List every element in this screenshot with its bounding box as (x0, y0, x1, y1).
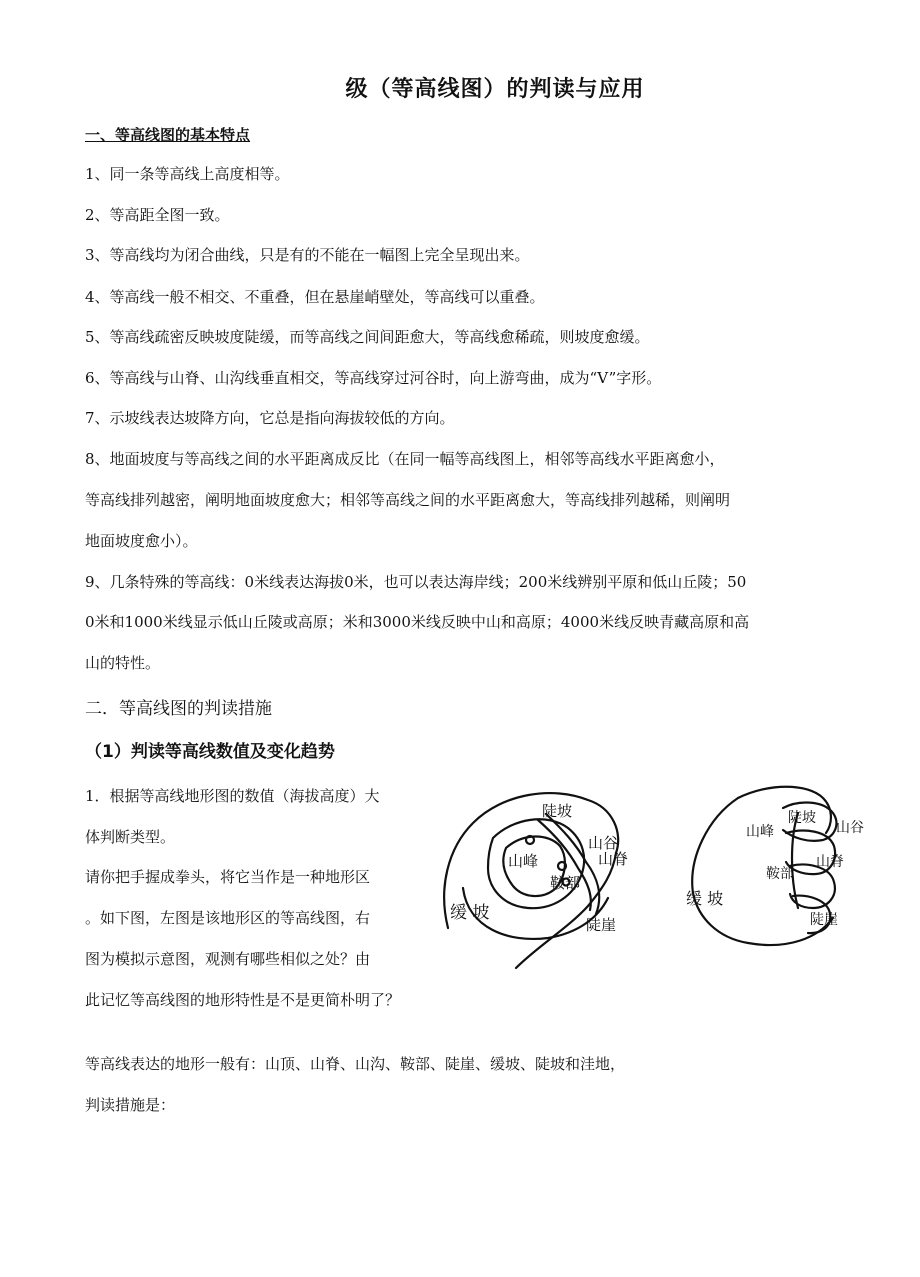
method-label: 判读措施是： (85, 1096, 176, 1114)
feature-item-5: 5、等高线疏密反映坡度陡缓，而等高线之间间距愈大，等高线愈稀疏，则坡度愈缓。 (85, 328, 650, 346)
feature-item-9-end: 山的特性。 (85, 654, 161, 672)
method-para-line: 请你把手握成拳头，将它当作是一种地形区 (85, 868, 371, 886)
label-ridge: 山脊 (598, 850, 629, 868)
method-para-line: 图为模拟示意图，观测有哪些相似之处？由 (85, 950, 371, 968)
label-valley: 山谷 (836, 820, 864, 836)
label-peak: 山峰 (746, 824, 774, 840)
feature-item-7: 7、示坡线表达坡降方向，它总是指向海拔较低的方向。 (85, 409, 455, 427)
method-para-line: 1．根据等高线地形图的数值（海拔高度）大 (85, 787, 380, 805)
label-gentle-slope: 缓 坡 (686, 889, 724, 908)
label-ridge: 山脊 (816, 854, 844, 870)
contour-fist-figure (438, 778, 878, 978)
feature-item-8-end: 地面坡度愈小）。 (85, 532, 198, 550)
label-cliff: 陡崖 (810, 912, 838, 928)
label-valley: 山谷 (588, 834, 619, 852)
section2-heading: 二．等高线图的判读措施 (85, 699, 272, 719)
method-para-line: 。如下图，左图是该地形区的等高线图，右 (85, 909, 371, 927)
label-steep-slope: 陡坡 (788, 810, 816, 826)
label-steep-slope: 陡坡 (542, 802, 573, 820)
feature-item-2: 2、等高距全图一致。 (85, 206, 230, 224)
feature-item-9-cont: 0米和1000米线显示低山丘陵或高原；米和3000米线反映中山和高原；4000米线反映青藏高原和高 (85, 613, 750, 631)
contour-map-illustration (444, 793, 618, 968)
label-peak: 山峰 (508, 852, 539, 870)
method-para-line: 此记忆等高线图的地形特性是不是更简朴明了？ (85, 991, 401, 1009)
label-cliff: 陡崖 (586, 916, 617, 934)
feature-item-8-cont: 等高线排列越密，阐明地面坡度愈大；相邻等高线之间的水平距离愈大，等高线排列越稀，则阐明 (85, 491, 731, 509)
feature-item-8: 8、地面坡度与等高线之间的水平距离成反比（在同一幅等高线图上，相邻等高线水平距离愈小， (85, 450, 725, 468)
feature-item-1: 1、同一条等高线上高度相等。 (85, 165, 290, 183)
label-gentle-slope: 缓 坡 (450, 903, 490, 923)
feature-item-9: 9、几条特殊的等高线：0米线表达海拔0米，也可以表达海岸线；200米线辨别平原和低山丘陵；50 (85, 573, 747, 591)
figure-labels (450, 802, 864, 934)
feature-item-6: 6、等高线与山脊、山沟线垂直相交，等高线穿过河谷时，向上游弯曲，成为“V”字形。 (85, 369, 662, 387)
landform-summary: 等高线表达的地形一般有：山顶、山脊、山沟、鞍部、陡崖、缓坡、陡坡和洼地， (85, 1055, 626, 1073)
page-title: 级（等高线图）的判读与应用 (345, 77, 645, 102)
feature-item-4: 4、等高线一般不相交、不重叠，但在悬崖峭壁处，等高线可以重叠。 (85, 288, 545, 306)
section2-subheading: （1）判读等高线数值及变化趋势 (85, 742, 335, 762)
label-saddle: 鞍部 (766, 866, 794, 882)
feature-item-3: 3、等高线均为闭合曲线，只是有的不能在一幅图上完全呈现出来。 (85, 246, 530, 264)
section1-heading: 一、等高线图的基本特点 (85, 126, 251, 144)
method-para-line: 体判断类型。 (85, 828, 176, 846)
label-saddle: 鞍部 (550, 874, 581, 892)
